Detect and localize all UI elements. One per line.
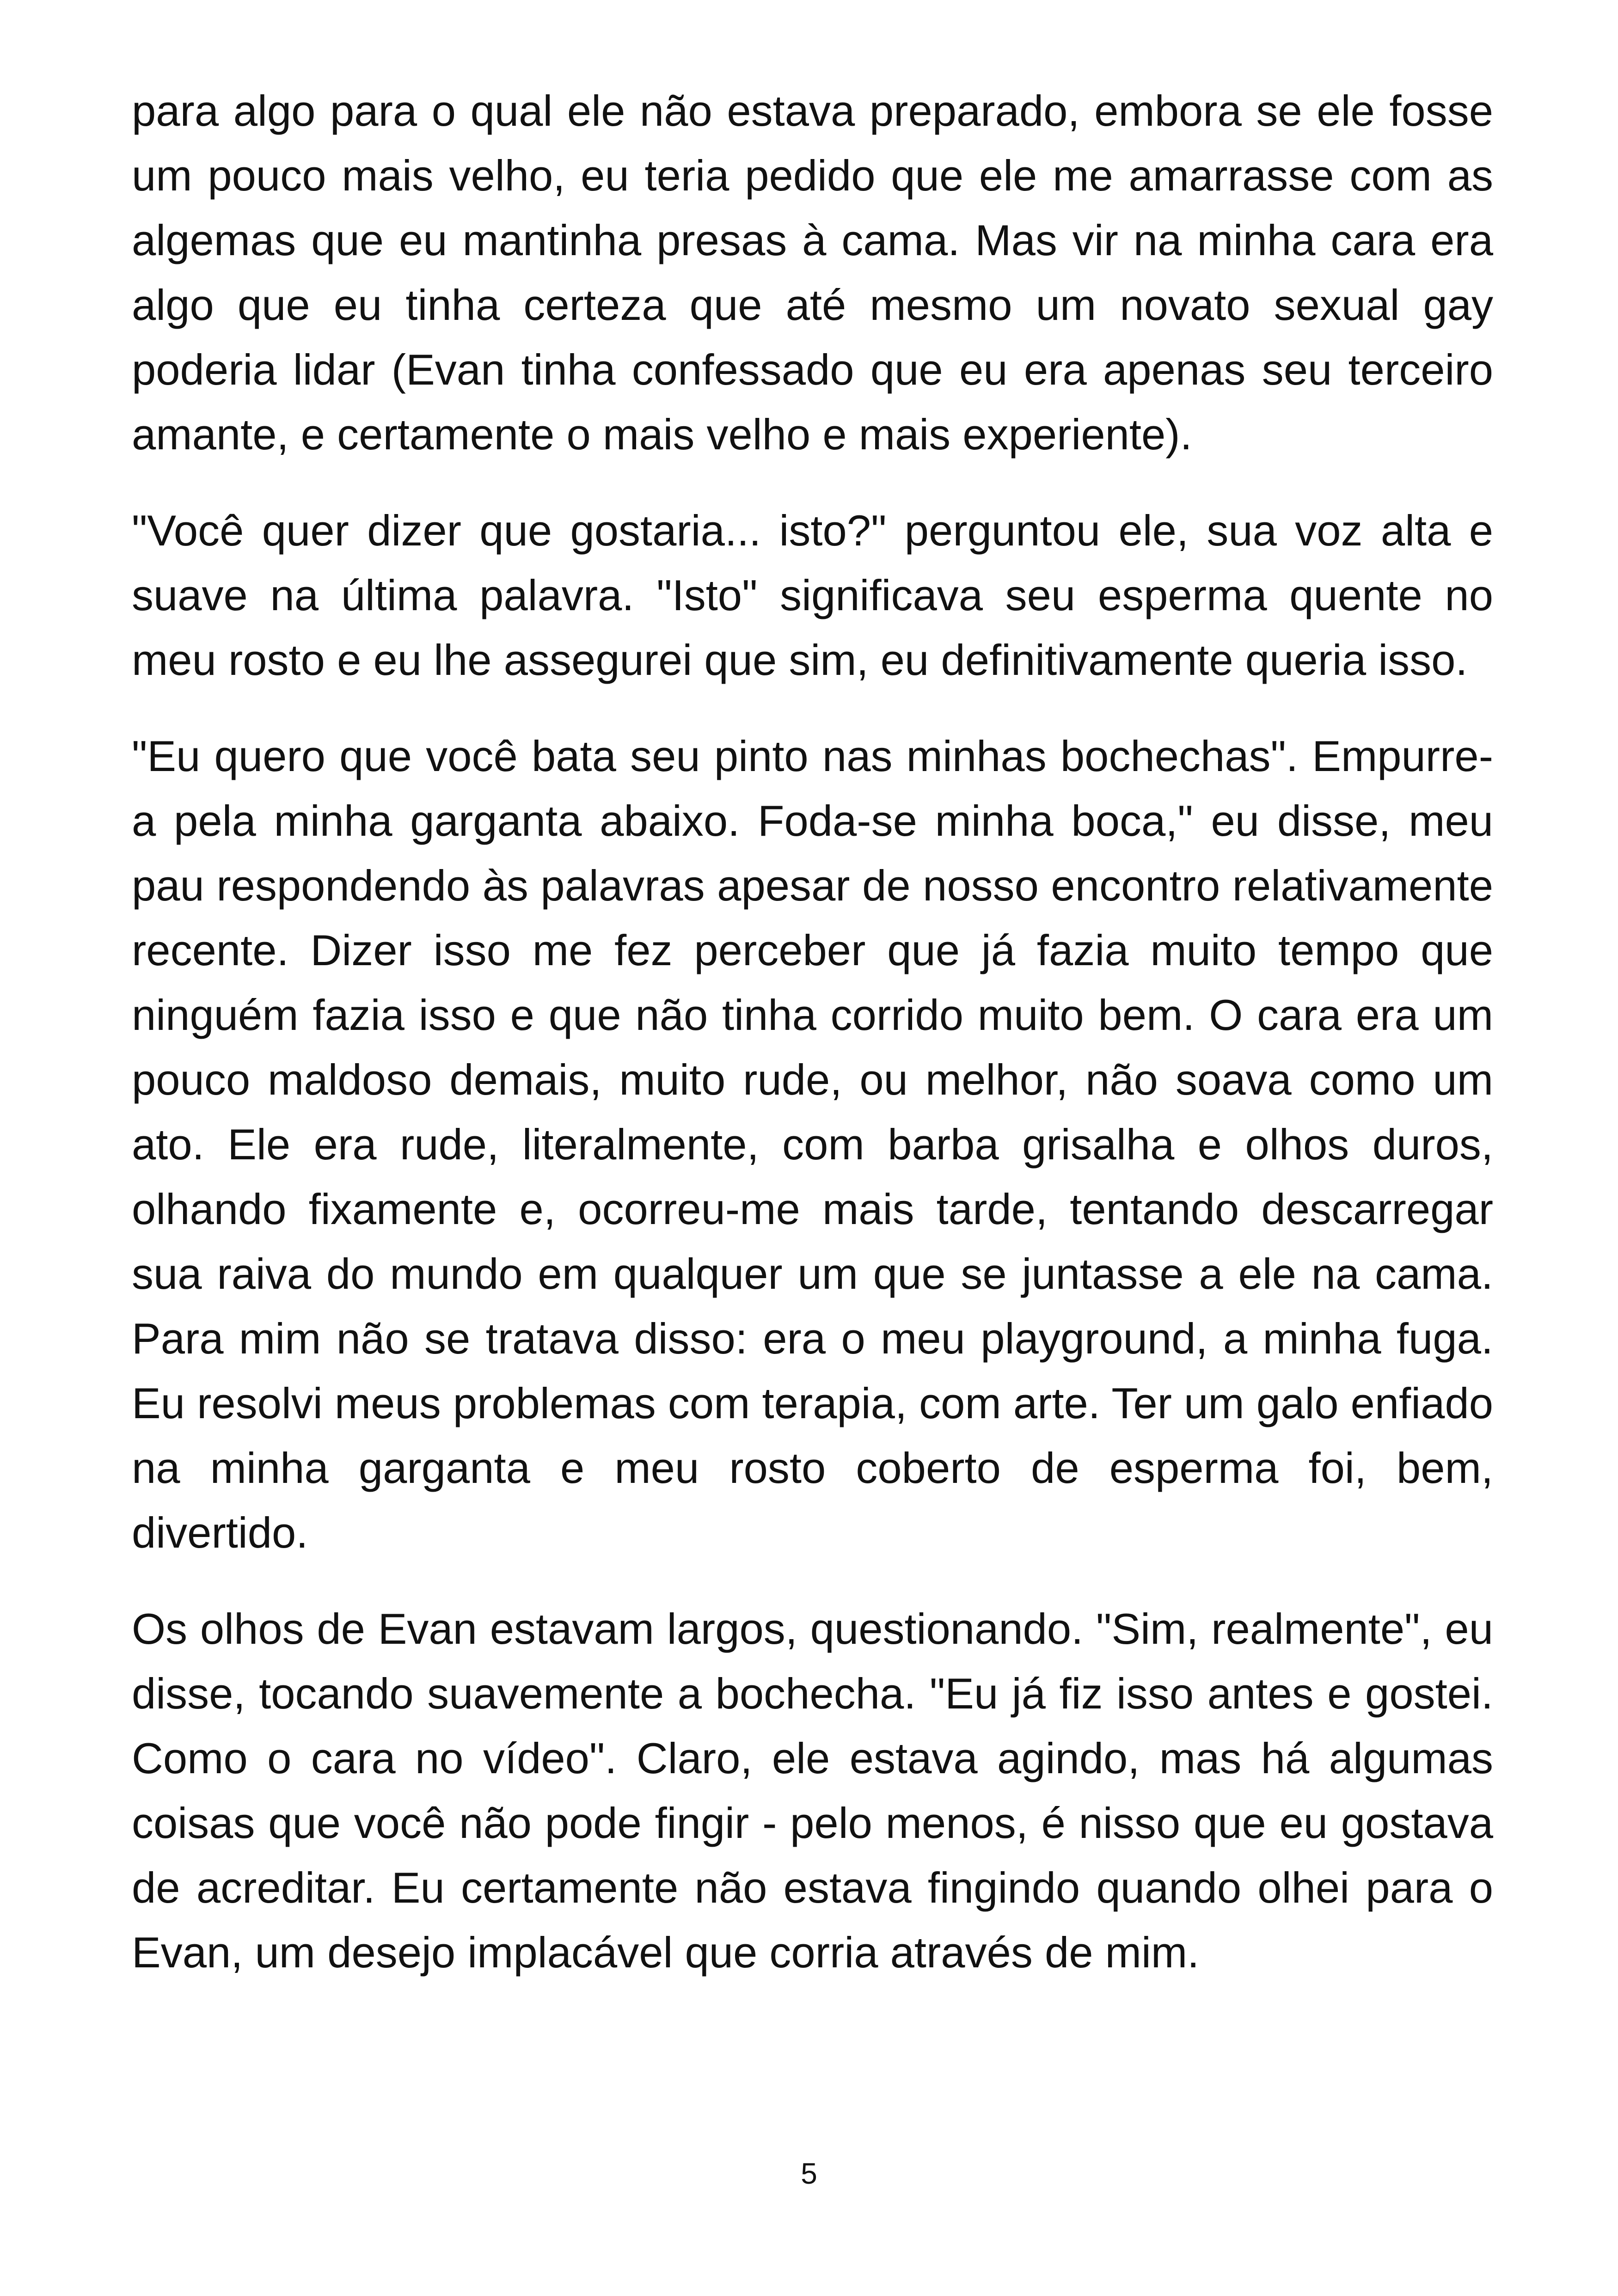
paragraph-4: Os olhos de Evan estavam largos, questionando. "Sim, realmente", eu disse, tocando suavemente a bochecha. "Eu já fiz isso antes e gostei. Como o cara no vídeo". Claro, ele estava agindo, mas há algumas coisas que você não pode fingir - pelo menos, é nisso que eu gostava de acreditar. Eu certamente não estava fingindo quando olhei para o Evan, um desejo implacável que corria através de mim. [132, 1604, 1493, 1977]
paragraph-3: "Eu quero que você bata seu pinto nas minhas bochechas". Empurre-a pela minha garganta abaixo. Foda-se minha boca," eu disse, meu pau respondendo às palavras apesar de nosso encontro relativamente recente. Dizer isso me fez perceber que já fazia muito tempo que ninguém fazia isso e que não tinha corrido muito bem. O cara era um pouco maldoso demais, muito rude, ou melhor, não soava como um ato. Ele era rude, literalmente, com barba grisalha e olhos duros, olhando fixamente e, ocorreu-me mais tarde, tentando descarregar sua raiva do mundo em qualquer um que se juntasse a ele na cama. Para mim não se tratava disso: era o meu playground, a minha fuga. Eu resolvi meus problemas com terapia, com arte. Ter um galo enfiado na minha garganta e meu rosto coberto de esperma foi, bem, divertido. [132, 732, 1493, 1557]
paragraph-2: "Você quer dizer que gostaria... isto?" perguntou ele, sua voz alta e suave na última palavra. "Isto" significava seu esperma quente no meu rosto e eu lhe assegurei que sim, eu definitivamente queria isso. [132, 506, 1493, 684]
page-number: 5 [801, 2157, 817, 2190]
text-body [132, 79, 1493, 2016]
paragraph-1: para algo para o qual ele não estava preparado, embora se ele fosse um pouco mais velho, eu teria pedido que ele me amarrasse com as algemas que eu mantinha presas à cama. Mas vir na minha cara era algo que eu tinha certeza que até mesmo um novato sexual gay poderia lidar (Evan tinha confessado que eu era apenas seu terceiro amante, e certamente o mais velho e mais experiente). [132, 86, 1493, 459]
